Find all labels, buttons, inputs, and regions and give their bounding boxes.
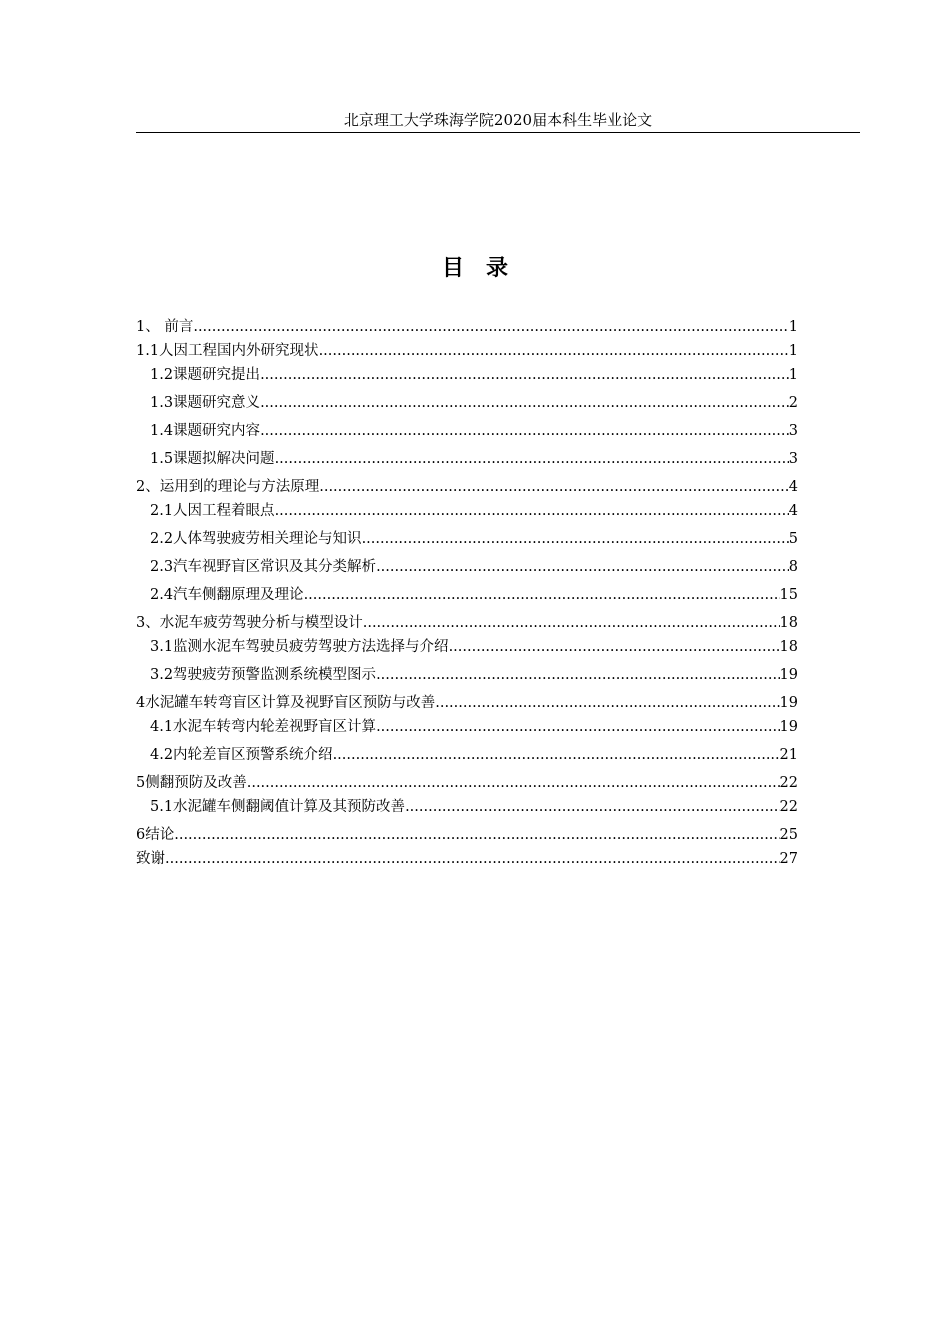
toc-entry-label: 4.1水泥车转弯内轮差视野盲区计算 [150,719,377,735]
toc-leader-dots [260,365,789,385]
toc-entry-page: 25 [779,827,798,843]
toc-entry[interactable] [136,529,798,549]
toc-entry[interactable] [136,637,798,657]
toc-entry-page: 22 [779,775,798,791]
toc-entry-label: 2.1人因工程着眼点 [150,503,275,519]
toc-entry[interactable] [136,745,798,765]
toc-entry-page: 19 [779,695,798,711]
toc-leader-dots [193,317,788,337]
toc-entry[interactable] [136,477,798,497]
toc-entry-label: 1.5课题拟解决问题 [150,451,275,467]
toc-leader-dots [376,665,779,685]
toc-entry-label: 1.2课题研究提出 [150,367,261,383]
toc-leader-dots [165,849,780,869]
toc-leader-dots [435,693,779,713]
toc-entry-label: 3.2驾驶疲劳预警监测系统模型图示 [150,667,377,683]
header-rule [136,132,860,133]
toc-entry-label: 5.1水泥罐车侧翻阈值计算及其预防改善 [150,799,406,815]
toc-entry-page: 27 [779,851,798,867]
toc-entry[interactable] [136,341,798,361]
toc-entry[interactable] [136,585,798,605]
toc-entry-page: 18 [779,639,798,655]
toc-leader-dots [304,585,780,605]
toc-entry[interactable] [136,773,798,793]
toc-entry[interactable] [136,501,798,521]
running-header: 北京理工大学珠海学院2020届本科生毕业论文 [343,111,653,129]
toc-entry-page: 5 [788,531,798,547]
toc-entry-page: 8 [788,559,798,575]
toc-entry-page: 1 [788,343,798,359]
toc-entry-page: 22 [779,799,798,815]
toc-entry-page: 1 [788,367,798,383]
toc-entry[interactable] [136,825,798,845]
toc-leader-dots [260,393,789,413]
toc-leader-dots [363,613,780,633]
toc-entry[interactable] [136,421,798,441]
toc-entry-label: 4水泥罐车转弯盲区计算及视野盲区预防与改善 [136,695,436,711]
toc-entry[interactable] [136,613,798,633]
toc-leader-dots [260,421,789,441]
toc-entry-page: 18 [779,615,798,631]
toc-entry-label: 1.4课题研究内容 [150,423,261,439]
toc-entry[interactable] [136,693,798,713]
toc-entry-label: 3、水泥车疲劳驾驶分析与模型设计 [136,615,363,631]
toc-leader-dots [405,797,779,817]
toc-entry[interactable] [136,717,798,737]
toc-entry-page: 4 [788,503,798,519]
toc-entry[interactable] [136,449,798,469]
toc-entry-label: 1.3课题研究意义 [150,395,261,411]
toc-entry-page: 1 [788,319,798,335]
toc-entry-page: 4 [788,479,798,495]
toc-entry[interactable] [136,665,798,685]
toc-entry[interactable] [136,393,798,413]
toc-leader-dots [319,477,789,497]
toc-entry[interactable] [136,797,798,817]
toc-title: 目录 [441,255,530,281]
toc-leader-dots [376,557,789,577]
toc-entry-page: 2 [788,395,798,411]
toc-entry-page: 19 [779,667,798,683]
toc-leader-dots [275,501,789,521]
toc-entry-label: 2.2人体驾驶疲劳相关理论与知识 [150,531,362,547]
toc-entry-page: 21 [779,747,798,763]
toc-leader-dots [275,449,789,469]
toc-leader-dots [174,825,779,845]
toc-entry[interactable] [136,849,798,869]
toc-entry-label: 1.1人因工程国内外研究现状 [136,343,319,359]
toc-entry-label: 5侧翻预防及改善 [136,775,247,791]
toc-leader-dots [333,745,780,765]
toc-leader-dots [247,773,780,793]
toc-entry-page: 3 [788,451,798,467]
toc-entry-page: 15 [779,587,798,603]
toc-entry-label: 4.2内轮差盲区预警系统介绍 [150,747,333,763]
toc-entry-page: 3 [788,423,798,439]
toc-entry-label: 6结论 [136,827,175,843]
toc-entry[interactable] [136,557,798,577]
toc-entry[interactable] [136,317,798,337]
toc-leader-dots [319,341,789,361]
toc-entry-label: 1、 前言 [136,319,194,335]
toc-entry-label: 3.1监测水泥车驾驶员疲劳驾驶方法选择与介绍 [150,639,449,655]
toc-entry-label: 2.3汽车视野盲区常识及其分类解析 [150,559,377,575]
toc-entry[interactable] [136,365,798,385]
toc-leader-dots [362,529,789,549]
toc-leader-dots [449,637,780,657]
toc-entry-page: 19 [779,719,798,735]
toc-leader-dots [376,717,779,737]
toc-entry-label: 2.4汽车侧翻原理及理论 [150,587,304,603]
toc-entry-label: 2、运用到的理论与方法原理 [136,479,320,495]
table-of-contents [136,317,798,869]
toc-entry-label: 致谢 [136,851,165,867]
